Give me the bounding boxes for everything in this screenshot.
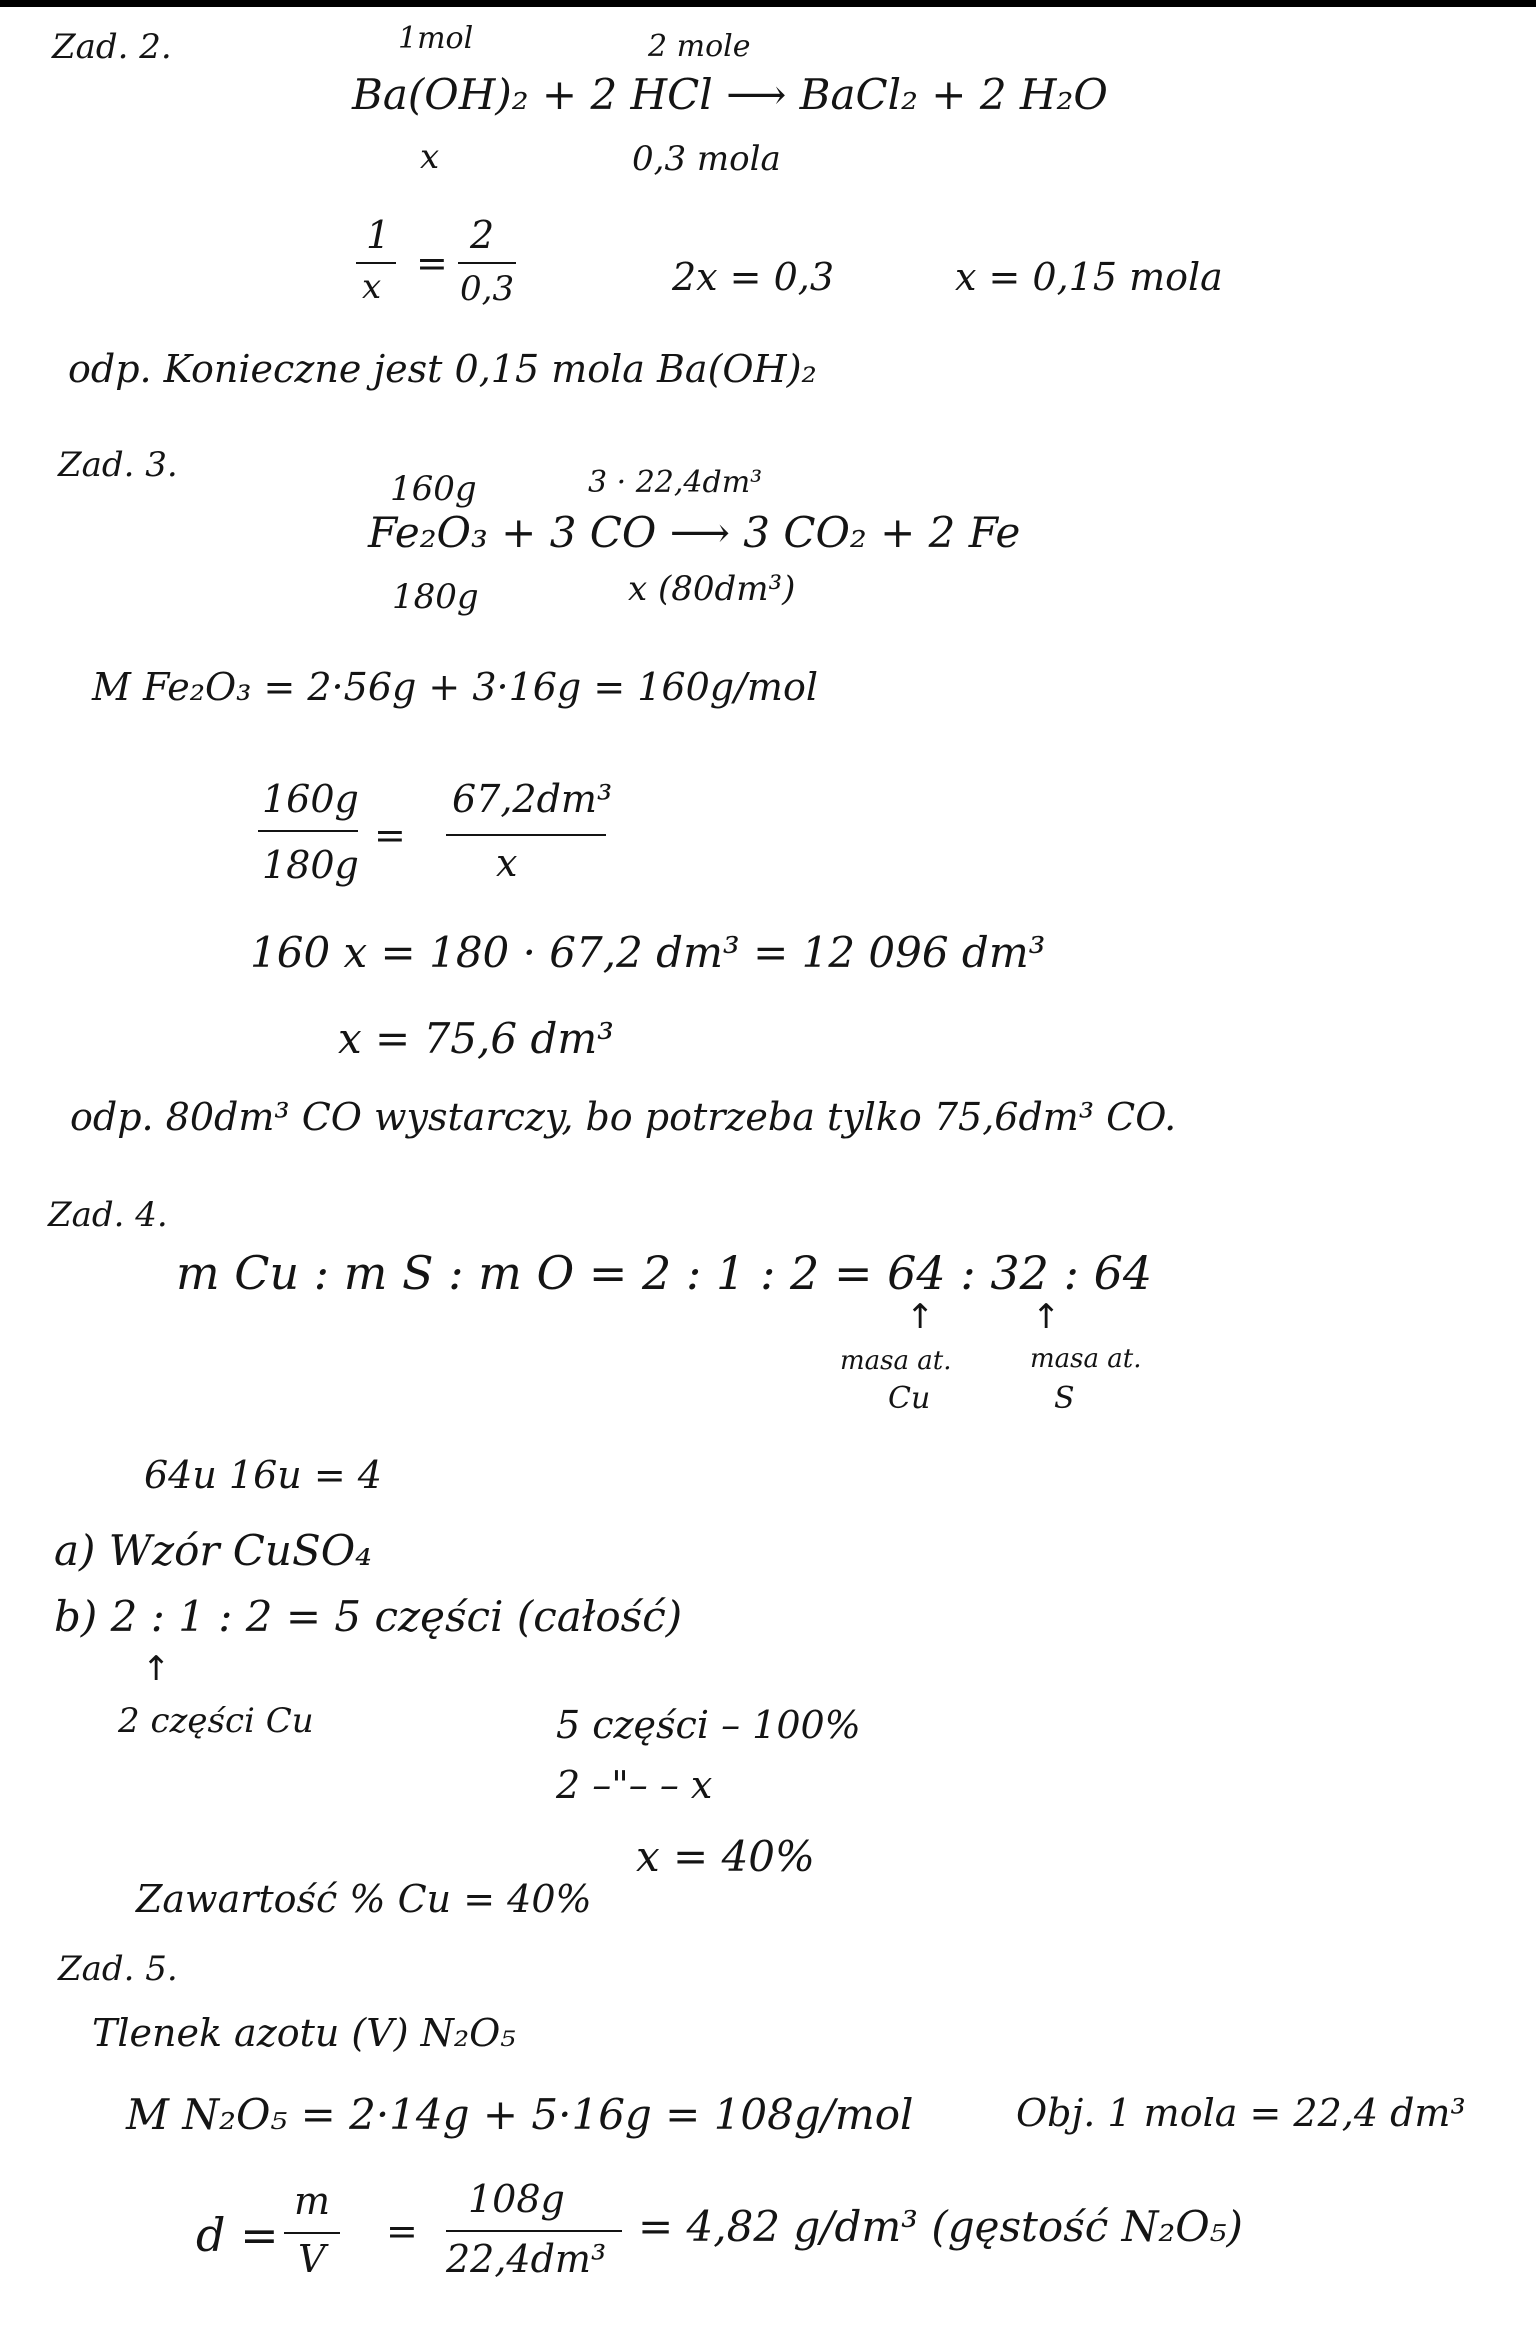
z3-frac-left-den: 180g [262, 843, 359, 887]
z2-frac-a-line [356, 262, 396, 264]
z4-result: Zawartość % Cu = 40% [136, 1877, 592, 1921]
z3-calc2: x = 75,6 dm³ [338, 1014, 614, 1063]
z2-frac-a-den: x [362, 267, 382, 307]
z4-note-s-b: S [1054, 1381, 1075, 1416]
z2-step1: 2x = 0,3 [672, 255, 835, 299]
z3-top-mass: 160g [390, 469, 477, 509]
z5-d-lhs: d = [196, 2208, 279, 2262]
z2-frac-b-line [458, 262, 516, 264]
z5-val-den: 22,4dm³ [446, 2237, 607, 2281]
z2-top-mole: 2 mole [648, 29, 751, 64]
z2-answer: odp. Konieczne jest 0,15 mola Ba(OH)₂ [68, 347, 817, 391]
z3-frac-right-line [446, 834, 606, 836]
z4-prop1: 5 części – 100% [556, 1703, 861, 1747]
page-top-border [0, 0, 1536, 7]
z4-prop2: 2 –"– – x [556, 1763, 713, 1807]
z5-val-line [446, 2230, 622, 2232]
z5-result: = 4,82 g/dm³ (gęstość N₂O₅) [638, 2202, 1243, 2251]
z4-part-b: b) 2 : 1 : 2 = 5 części (całość) [54, 1592, 683, 1641]
z4-arrow-s: ↑ [1032, 1297, 1061, 1337]
z5-d-num: m [294, 2179, 331, 2223]
z3-frac-right-den: x [496, 841, 518, 885]
z5-molar: M N₂O₅ = 2·14g + 5·16g = 108g/mol [126, 2090, 914, 2139]
z3-eq-sign: = [374, 813, 406, 857]
z2-top-mol: 1mol [398, 21, 474, 56]
z4-part-a: a) Wzór CuSO₄ [54, 1526, 373, 1575]
z3-frac-right-num: 67,2dm³ [452, 777, 613, 821]
z2-equation: Ba(OH)₂ + 2 HCl ⟶ BaCl₂ + 2 H₂O [352, 70, 1108, 119]
z3-frac-left-line [258, 830, 358, 832]
z4-note-cu-b: Cu [888, 1381, 931, 1416]
z2-eq-sign: = [416, 241, 448, 285]
z2-bottom-mola: 0,3 mola [632, 139, 781, 179]
z2-title: Zad. 2. [52, 27, 172, 67]
z2-frac-b-den: 0,3 [460, 269, 515, 309]
z5-name: Tlenek azotu (V) N₂O₅ [92, 2011, 516, 2055]
z4-aside: 64u 16u = 4 [144, 1453, 382, 1497]
z2-step2: x = 0,15 mola [955, 255, 1223, 299]
z3-equation: Fe₂O₃ + 3 CO ⟶ 3 CO₂ + 2 Fe [368, 508, 1021, 557]
z4-prop3: x = 40% [636, 1832, 815, 1881]
z5-val-num: 108g [468, 2177, 565, 2221]
z2-frac-a-num: 1 [366, 213, 391, 257]
z3-top-volume: 3 · 22,4dm³ [588, 465, 763, 500]
z4-arrow-parts: ↑ [142, 1649, 171, 1689]
z3-calc1: 160 x = 180 · 67,2 dm³ = 12 096 dm³ [250, 928, 1046, 977]
z2-frac-b-num: 2 [470, 213, 495, 257]
z5-d-den: V [298, 2237, 326, 2281]
z4-arrow-cu: ↑ [906, 1297, 935, 1337]
z5-volume: Obj. 1 mola = 22,4 dm³ [1016, 2091, 1466, 2135]
z3-bottom-mass: 180g [392, 577, 479, 617]
z4-note-s-a: masa at. [1030, 1344, 1142, 1374]
z3-answer: odp. 80dm³ CO wystarczy, bo potrzeba tylko 75,6dm³ CO. [70, 1095, 1177, 1139]
z2-bottom-x: x [420, 137, 440, 177]
z3-molar-mass: M Fe₂O₃ = 2·56g + 3·16g = 160g/mol [92, 665, 818, 709]
z4-ratio: m Cu : m S : m O = 2 : 1 : 2 = 64 : 32 : 64 [176, 1246, 1153, 1300]
z5-title: Zad. 5. [58, 1949, 178, 1989]
z5-eq-sign: = [386, 2209, 418, 2253]
z3-bottom-volume: x (80dm³) [628, 569, 796, 609]
z5-d-line [284, 2232, 340, 2234]
z4-note-cu-a: masa at. [840, 1346, 952, 1376]
z3-title: Zad. 3. [58, 445, 178, 485]
z4-parts-cu: 2 części Cu [118, 1701, 314, 1741]
z3-frac-left-num: 160g [262, 777, 359, 821]
z4-title: Zad. 4. [48, 1195, 168, 1235]
